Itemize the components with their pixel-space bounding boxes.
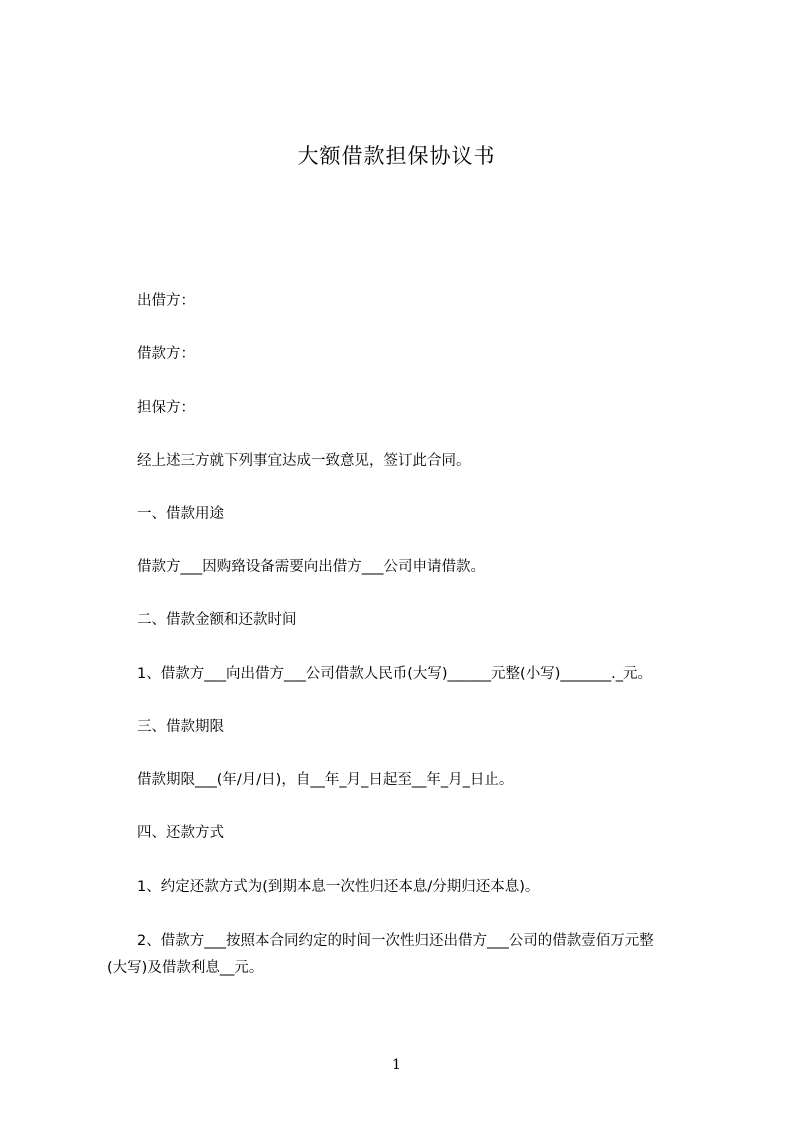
guarantor-line: 担保方：: [137, 400, 195, 416]
section-heading-purpose: 一、借款用途: [137, 506, 224, 522]
repayment-clause-2-line-2: (大写)及借款利息__元。: [107, 960, 264, 976]
borrower-line: 借款方：: [137, 346, 195, 362]
purpose-clause: 借款方___因购臵设备需要向出借方___公司申请借款。: [137, 559, 485, 575]
lender-line: 出借方：: [137, 293, 195, 309]
section-heading-term: 三、借款期限: [137, 719, 224, 735]
amount-clause: 1、借款方___向出借方___公司借款人民币(大写)______元整(小写)_______._元。: [137, 666, 652, 682]
agreement-intro: 经上述三方就下列事宜达成一致意见，签订此合同。: [137, 453, 471, 469]
page-number: 1: [392, 1057, 401, 1073]
section-heading-repayment: 四、还款方式: [137, 825, 224, 841]
repayment-clause-1: 1、约定还款方式为(到期本息一次性归还本息/分期归还本息)。: [137, 879, 540, 895]
section-heading-amount: 二、借款金额和还款时间: [137, 612, 297, 628]
repayment-clause-2-line-1: 2、借款方___按照本合同约定的时间一次性归还出借方___公司的借款壹佰万元整: [137, 933, 654, 949]
document-title: 大额借款担保协议书: [297, 144, 496, 168]
term-clause: 借款期限___(年/月/日)，自__年_月_日起至__年_月_日止。: [137, 772, 514, 788]
